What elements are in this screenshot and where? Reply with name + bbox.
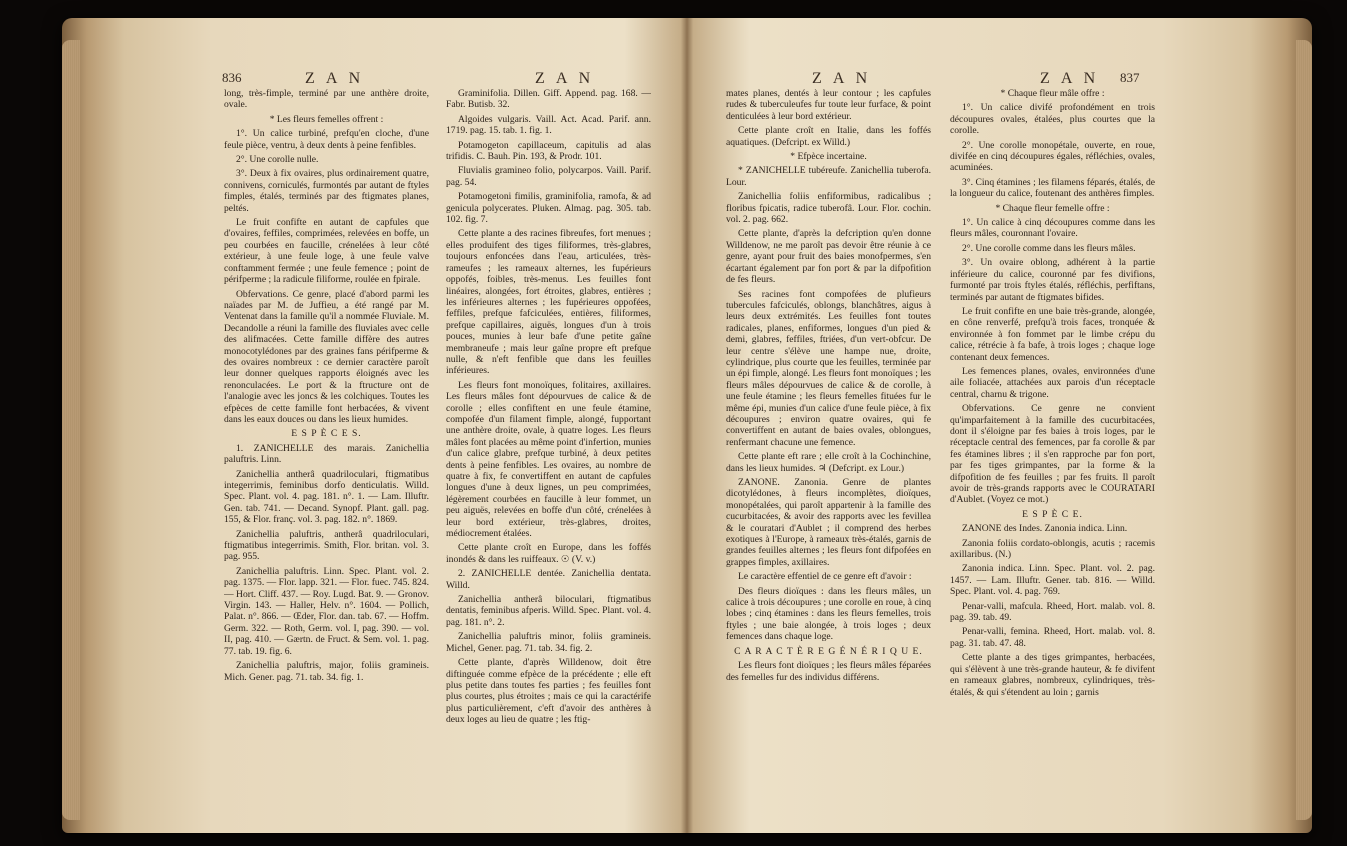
paragraph: 2°. Une corolle comme dans les fleurs mâles. <box>962 242 1136 254</box>
paragraph: * ZANICHELLE tubéreufe. Zanichellia tuberofa. Lour. <box>726 165 931 188</box>
paragraph: Graminifolia. Dillen. Giff. Append. pag. 168. — Fabr. Butisb. 32. <box>446 88 651 111</box>
left-page-number: 836 <box>222 70 242 85</box>
paragraph: * Chaque fleur mâle offre : <box>1000 88 1105 99</box>
paragraph: Zanonia foliis cordato-oblongis, acutis ; racemis axillaribus. (N.) <box>950 537 1155 561</box>
paragraph: ZANONE. Zanonia. Genre de plantes dicotylédones, à fleurs incomplètes, dioïques, monopétalées, qui paroît appartenir à la famille des cucurbitacées, & avoir des rapports avec les fevillea & le couratari d'Aublet ; il comprend des herbes exotiques à l'Europe, à rameaux très-étalés, garnis de grandes feuilles alternes ; les fleurs font difpofées en grappes fimples, axillaires. <box>726 477 931 568</box>
paragraph: Le fruit confifte en autant de capfules que d'ovaires, feffiles, comprimées, relevées en boffe, un peu courbées en faucille, crénelées à leur côté extérieur, à une feule loge, à une feule valve conftamment fermée ; une feule femence ; point de périfperme ; la radicule filiforme, roulée en fpirale. <box>224 217 429 286</box>
left-column-2 <box>446 88 651 833</box>
paragraph: Zanonia indica. Linn. Spec. Plant. vol. 2. pag. 1457. — Lam. Illuftr. Gener. tab. 816. — Willd. Spec. Plant. vol. 4. pag. 769. <box>950 563 1155 598</box>
paragraph: mates planes, dentés à leur contour ; les capfules rudes & tuberculeufes fur toute leur furface, & point denticulées à leur bord extérieur. <box>726 88 931 122</box>
paragraph: Zanichellia antherâ quadriloculari, ftigmatibus integerrimis, feminibus dorfo denticulatis. Willd. Spec. Plant. vol. 4. pag. 181. n°. 1. — Lam. Illuftr. Gen. tab. 741. — Decand. Synopf. Plant. gall. pag. 155, & Flor. franç. vol. 3. pag. 182. n°. 1869. <box>224 468 429 526</box>
paragraph: Cette plante, d'après la defcription qu'en donne Willdenow, ne me paroît pas devoir être réunie à ce genre, ayant pour fruit des baies monofpermes, s'en écartant également par fon port & par la difpofition de fes fleurs. <box>726 228 931 286</box>
paragraph: Penar-valli, femina. Rheed, Hort. malab. vol. 8. pag. 31. tab. 47. 48. <box>950 626 1155 649</box>
paragraph: Cette plante croît en Italie, dans les foffés aquatiques. (Defcript. ex Willd.) <box>726 125 931 148</box>
paragraph: Potamogeton capillaceum, capitulis ad alas trifidis. C. Bauh. Pin. 193, & Prodr. 101. <box>446 139 651 163</box>
right-header-left: Z A N <box>812 70 872 87</box>
paragraph: 1°. Un calice turbiné, prefqu'en cloche, d'une feule pièce, ventru, à deux dents à peine fenfibles. <box>224 128 429 151</box>
paragraph: 2°. Une corolle monopétale, ouverte, en roue, divifée en cinq découpures égales, réfléchies, ovales, acuminées. <box>950 139 1155 174</box>
left-header-right: Z A N <box>535 70 595 87</box>
paragraph: Des fleurs dioïques : dans les fleurs mâles, un calice à trois découpures ; une corolle en roue, à cinq lobes ; cinq étamines : dans les fleurs femelles, trois ftyles ; une baie alongée, à trois loges ; deux femences dans chaque loge. <box>726 585 931 643</box>
paragraph: * Efpèce incertaine. <box>790 151 867 163</box>
book-edge-right <box>1296 40 1312 820</box>
paragraph: Zanichellia paluftris, major, foliis gramineis. Mich. Gener. pag. 71. tab. 34. fig. 1. <box>224 660 429 683</box>
paragraph: ZANONE des Indes. Zanonia indica. Linn. <box>962 523 1128 535</box>
paragraph: Obfervations. Ce genre ne convient qu'imparfaitement à la famille des cucurbitacées, dont il s'éloigne par fes baies à trois loges, par le réceptacle central des femences, par fa corolle & par fes étamines libres ; il s'en rapproche par fon port, par fes tiges grimpantes, par la forme & la difpofition de fes feuilles ; par fes fruits. Il paroît avoir de très-grands rapports avec le COURATARI d'Aublet. (Voyez ce mot.) <box>950 403 1155 506</box>
left-column-1 <box>224 88 429 833</box>
right-column-2 <box>950 88 1155 833</box>
paragraph: Le fruit confifte en une baie très-grande, alongée, en cône renverfé, prefqu'à trois faces, tronquée & environnée à fon fommet par le limbe crépu du calice, rétrécie à fa bafe, à trois loges ; chaque loge contenant deux femences. <box>950 305 1155 363</box>
paragraph: Les femences planes, ovales, environnées d'une aile foliacée, attachées aux parois d'un réceptacle central, charnu & trigone. <box>950 365 1155 400</box>
paragraph: Cette plante eft rare ; elle croît à la Cochinchine, dans les lieux humides. ♃ (Defcript. ex Lour.) <box>726 451 931 474</box>
section-heading: E S P È C E. <box>1022 508 1083 520</box>
paragraph: Zanichellia paluftris. Linn. Spec. Plant. vol. 2. pag. 1375. — Flor. lapp. 321. — Flor. fuec. 745. 824. — Hort. Cliff. 437. — Roy. Lugd. Bat. 9. — Gronov. Virgin. 143. — Haller, Helv. n°. 1604. — Pollich, Palat. n°. 866. — Œder, Flor. dan. tab. 67. — Hoffm. Germ. 322. — Roth, Germ. vol. I, pag. 390. — vol. II, pag. 410. — Gærtn. de Fruct. & Sem. vol. 1. pag. 77. tab. 19. fig. 6. <box>224 565 429 657</box>
paragraph: Ses racines font compofées de plufieurs tubercules fafciculés, oblongs, blanchâtres, aigus à leurs deux extrémités. Les feuilles font toutes radicales, planes, enfiformes, longues d'un pied & demi, glabres, feffiles, ftriées, d'un vert-obfcur. De leur centre s'élève une hampe nue, droite, cylindrique, plus courte que les feuilles, terminée par un épi fimple, alongé. Les fleurs font monoïques ; les fleurs mâles dépourvues de calice & de corolle, à une feule étamine ; les fleurs femelles fituées fur le même épi, munies d'un calice d'une feule pièce, à fix découpures ; environ quatre ovaires, qui fe convertiffent en autant de baies ovales, oblongues, renfermant chacune une femence. <box>726 288 931 448</box>
right-page-number: 837 <box>1120 70 1140 85</box>
paragraph: Algoides vulgaris. Vaill. Act. Acad. Parif. ann. 1719. pag. 15. tab. 1. fig. 1. <box>446 113 651 137</box>
paragraph: Les fleurs font monoïques, folitaires, axillaires. Les fleurs mâles font dépourvues de calice & de corolle ; elles confiftent en une feule étamine, compofée d'un filament fimple, alongé, fupportant une anthère droite, ovale, à quatre loges. Les fleurs mâles font placées au même point d'infertion, munies d'un calice glabre, prefque turbiné, à deux petites dents à peine fenfibles. Les ovaires, au nombre de quatre à fix, fe convertiffent en autant de capfules longues d'une à deux lignes, un peu comprimées, légèrement courbées en faucille à leur fommet, un peu aiguës, relevées en boffe d'un côté, crénelées à leur bord extérieur, très-glabres, droites, médiocrement étalées. <box>446 379 651 540</box>
paragraph: Obfervations. Ce genre, placé d'abord parmi les naïades par M. de Juffieu, a été rangé par M. Ventenat dans la famille qu'il a nommée Fluviale. M. Decandolle a réuni la famille des fluviales avec celle des alifmacées. Cette famille diffère des autres monocotylédones par des graines fans périfperme & des ovaires nombreux : ce dernier caractère paroît leur donner quelques rapports éloignés avec les renonculacées. Le port & la ftructure ont de l'analogie avec les joncs & les colchiques. Toutes les efpèces de cette famille font herbacées, & vivent dans les eaux douces ou dans les lieux humides. <box>224 288 429 425</box>
paragraph: Zanichellia paluftris, antherâ quadriloculari, ftigmatibus integerrimis. Smith, Flor. britan. vol. 3. pag. 955. <box>224 528 429 563</box>
paragraph: Le caractère effentiel de ce genre eft d'avoir : <box>738 571 912 583</box>
paragraph: Cette plante croît en Europe, dans les foffés inondés & dans les ruiffeaux. ☉ (V. v.) <box>446 542 651 565</box>
paragraph: * Chaque fleur femelle offre : <box>995 202 1110 214</box>
paragraph: Zanichellia antherâ biloculari, ftigmatibus dentatis, feminibus afperis. Willd. Spec. Plant. vol. 4. pag. 181. n°. 2. <box>446 594 651 628</box>
section-heading: C A R A C T È R E G É N É R I Q U E. <box>734 645 923 657</box>
paragraph: Penar-valli, mafcula. Rheed, Hort. malab. vol. 8. pag. 39. tab. 49. <box>950 600 1155 624</box>
paragraph: 2. ZANICHELLE dentée. Zanichellia dentata. Willd. <box>446 568 651 591</box>
paragraph: 1. ZANICHELLE des marais. Zanichellia paluftris. Linn. <box>224 442 429 466</box>
paragraph: Fluvialis gramineo folio, polycarpos. Vaill. Parif. pag. 54. <box>446 165 651 188</box>
section-heading: E S P È C E S. <box>291 428 362 440</box>
paragraph: 1°. Un calice à cinq découpures comme dans les fleurs mâles, couronnant l'ovaire. <box>950 217 1155 240</box>
book-edge-left <box>62 40 80 820</box>
paragraph: Cette plante a des racines fibreufes, fort menues ; elles produifent des tiges filiformes, très-glabres, toujours enfoncées dans l'eau, articulées, très-rameufes ; les rameaux alternes, les fupérieurs oppofés, foibles, très-menus. Les feuilles font linéaires, alongées, fort étroites, glabres, entières ; les inférieures alternes ; les fupérieures oppofées, feffiles, prefque fafciculées, entières, filiformes, prefque capillaires, aiguës, longues d'un à trois pouces, munies à leur bafe d'une petite gaîne membraneufe ; mais leur gaîne propre eft prefque nulle, & n'eft fenfible que dans les feuilles inférieures. <box>446 228 651 377</box>
paragraph: * Les fleurs femelles offrent : <box>269 113 384 125</box>
paragraph: Cette plante, d'après Willdenow, doit être diftinguée comme efpèce de la précédente ; elle eft plus petite dans toutes fes parties ; fes feuilles font plus courtes, plus étroites ; mais ce qui la caractérife plus particulièrement, c'eft d'avoir des anthères à deux loges au lieu de quatre ; les ftig- <box>446 657 651 726</box>
paragraph: Zanichellia foliis enfiformibus, radicalibus ; floribus fpicatis, radice tuberofâ. Lour. Flor. cochin. vol. 2. pag. 662. <box>726 191 931 226</box>
right-header-right: Z A N <box>1040 70 1100 87</box>
paragraph: Cette plante a des tiges grimpantes, herbacées, qui s'élèvent à une très-grande hauteur, & fe divifent en rameaux glabres, nombreux, cylindriques, très-étalés, & qui s'étendent au loin ; garnis <box>950 652 1155 698</box>
paragraph: long, très-fimple, terminé par une anthère droite, ovale. <box>224 88 429 111</box>
paragraph: Potamogetoni fimilis, graminifolia, ramofa, & ad genicula polycerates. Pluken. Almag. pag. 305. tab. 102. fig. 7. <box>446 191 651 226</box>
paragraph: 3°. Cinq étamines ; les filamens féparés, étalés, de la longueur du calice, foutenant des anthères fimples. <box>950 176 1155 200</box>
left-header-left: Z A N <box>305 70 365 87</box>
paragraph: 2°. Une corolle nulle. <box>236 154 319 166</box>
right-column-1 <box>726 88 931 833</box>
paragraph: 1°. Un calice divifé profondément en trois découpures ovales, étalées, plus courtes que la corolle. <box>950 102 1155 137</box>
paragraph: 3°. Un ovaire oblong, adhérent à la partie inférieure du calice, couronné par fes divifions, furmonté par trois ftyles étalés, réfléchis, perfiftans, terminés par autant de ftigmates bifides. <box>950 257 1155 303</box>
paragraph: 3°. Deux à fix ovaires, plus ordinairement quatre, connivens, corniculés, furmontés par autant de ftyles fimples, étalés, terminés par des ftigmates planes, peltés. <box>224 168 429 214</box>
paragraph: Zanichellia paluftris minor, foliis gramineis. Michel, Gener. pag. 71. tab. 34. fig. 2. <box>446 631 651 654</box>
paragraph: Les fleurs font dioïques ; les fleurs mâles féparées des femelles fur des individus différens. <box>726 660 931 683</box>
